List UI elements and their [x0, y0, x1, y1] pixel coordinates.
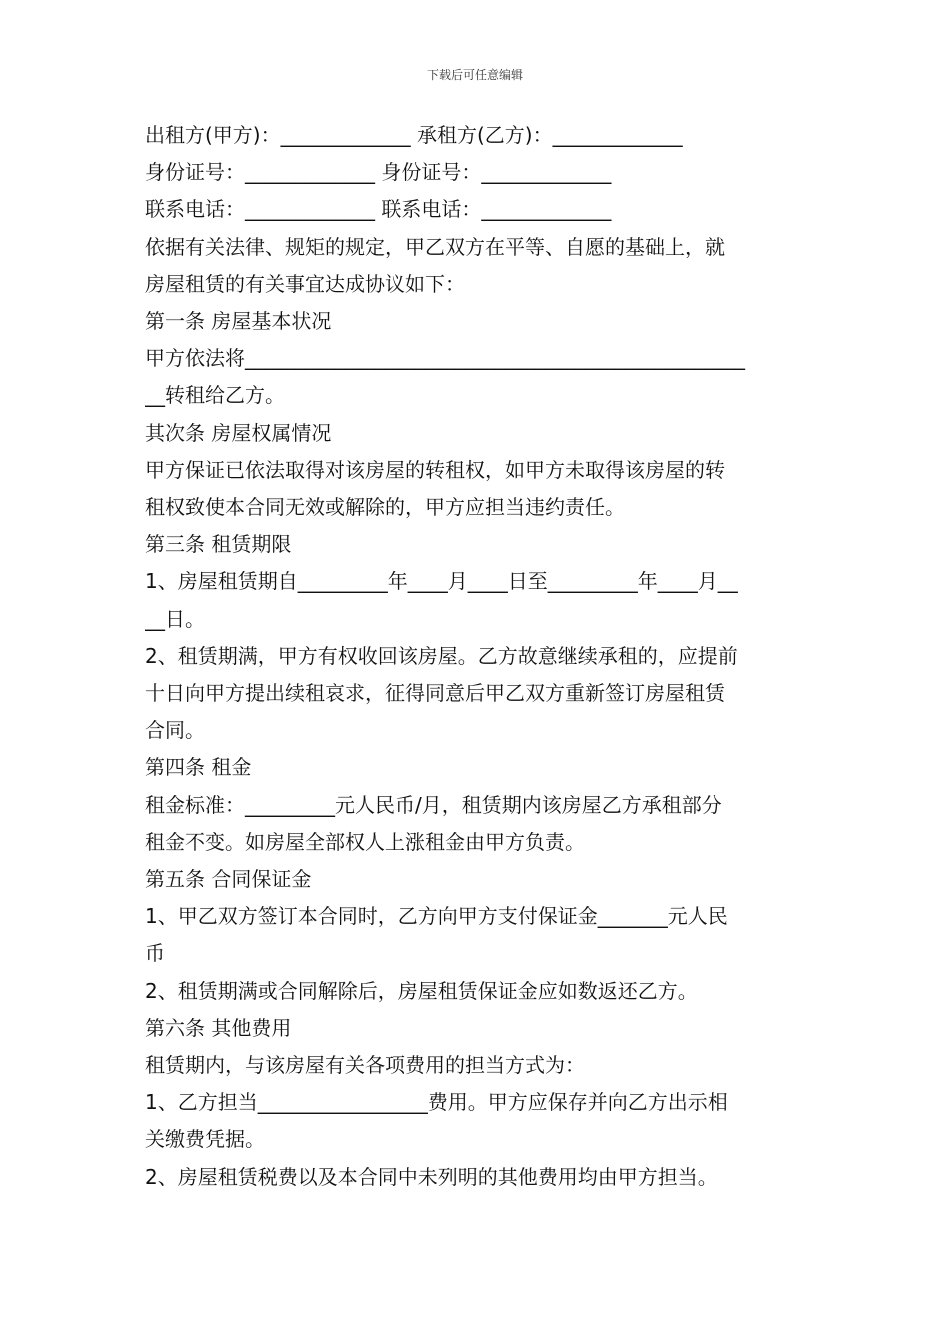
article-4-text-1: 租金标准：_________元人民币/月，租赁期内该房屋乙方承租部分 — [145, 792, 722, 817]
article-6-item-1-b: 关缴费凭据。 — [145, 1127, 265, 1152]
article-5-heading: 第五条 合同保证金 — [145, 867, 312, 892]
article-3-item-2-c: 合同。 — [145, 718, 205, 743]
article-5-item-2: 2、租赁期满或合同解除后，房屋租赁保证金应如数返还乙方。 — [145, 978, 698, 1003]
preamble-line-2: 房屋租赁的有关事宜达成协议如下： — [145, 271, 465, 296]
article-1-text-2: __转租给乙方。 — [145, 383, 285, 408]
page-header-note: 下载后可任意编辑 — [426, 68, 523, 82]
article-3-item-1-a: 1、房屋租赁期自_________年____月____日至_________年____月__ — [145, 569, 738, 594]
article-6-item-1-a: 1、乙方担当_________________费用。甲方应保存并向乙方出示相 — [145, 1090, 728, 1115]
article-4-text-2: 租金不变。如房屋全部权人上涨租金由甲方负责。 — [145, 829, 585, 854]
article-5-item-1-b: 币 — [145, 941, 165, 966]
article-1-text-1: 甲方依法将__________________________________________________ — [145, 346, 745, 371]
article-6-heading: 第六条 其他费用 — [145, 1015, 292, 1040]
article-6-intro: 租赁期内，与该房屋有关各项费用的担当方式为： — [145, 1053, 585, 1078]
article-3-item-1-b: __日。 — [145, 606, 205, 631]
article-5-item-1-a: 1、甲乙双方签订本合同时，乙方向甲方支付保证金_______元人民 — [145, 904, 728, 929]
article-3-item-2-a: 2、租赁期满，甲方有权收回该房屋。乙方故意继续承租的，应提前 — [145, 643, 738, 668]
article-2-heading: 其次条 房屋权属情况 — [145, 420, 332, 445]
article-3-heading: 第三条 租赁期限 — [145, 532, 292, 557]
article-2-text-1: 甲方保证已依法取得对该房屋的转租权，如甲方未取得该房屋的转 — [145, 457, 725, 482]
lessor-lessee-line: 出租方(甲方)：_____________ 承租方(乙方)：_____________ — [145, 123, 683, 147]
article-2-text-2: 租权致使本合同无效或解除的，甲方应担当违约责任。 — [145, 495, 625, 520]
id-number-line: 身份证号：_____________ 身份证号：_____________ — [145, 160, 612, 185]
article-3-item-2-b: 十日向甲方提出续租哀求，征得同意后甲乙双方重新签订房屋租赁 — [145, 681, 725, 706]
article-4-heading: 第四条 租金 — [145, 755, 252, 780]
preamble-line-1: 依据有关法律、规矩的规定，甲乙双方在平等、自愿的基础上，就 — [145, 234, 725, 259]
phone-line: 联系电话：_____________ 联系电话：_____________ — [145, 197, 612, 222]
contract-body — [145, 117, 810, 1196]
article-1-heading: 第一条 房屋基本状况 — [145, 309, 332, 334]
article-6-item-2: 2、房屋租赁税费以及本合同中未列明的其他费用均由甲方担当。 — [145, 1164, 718, 1189]
